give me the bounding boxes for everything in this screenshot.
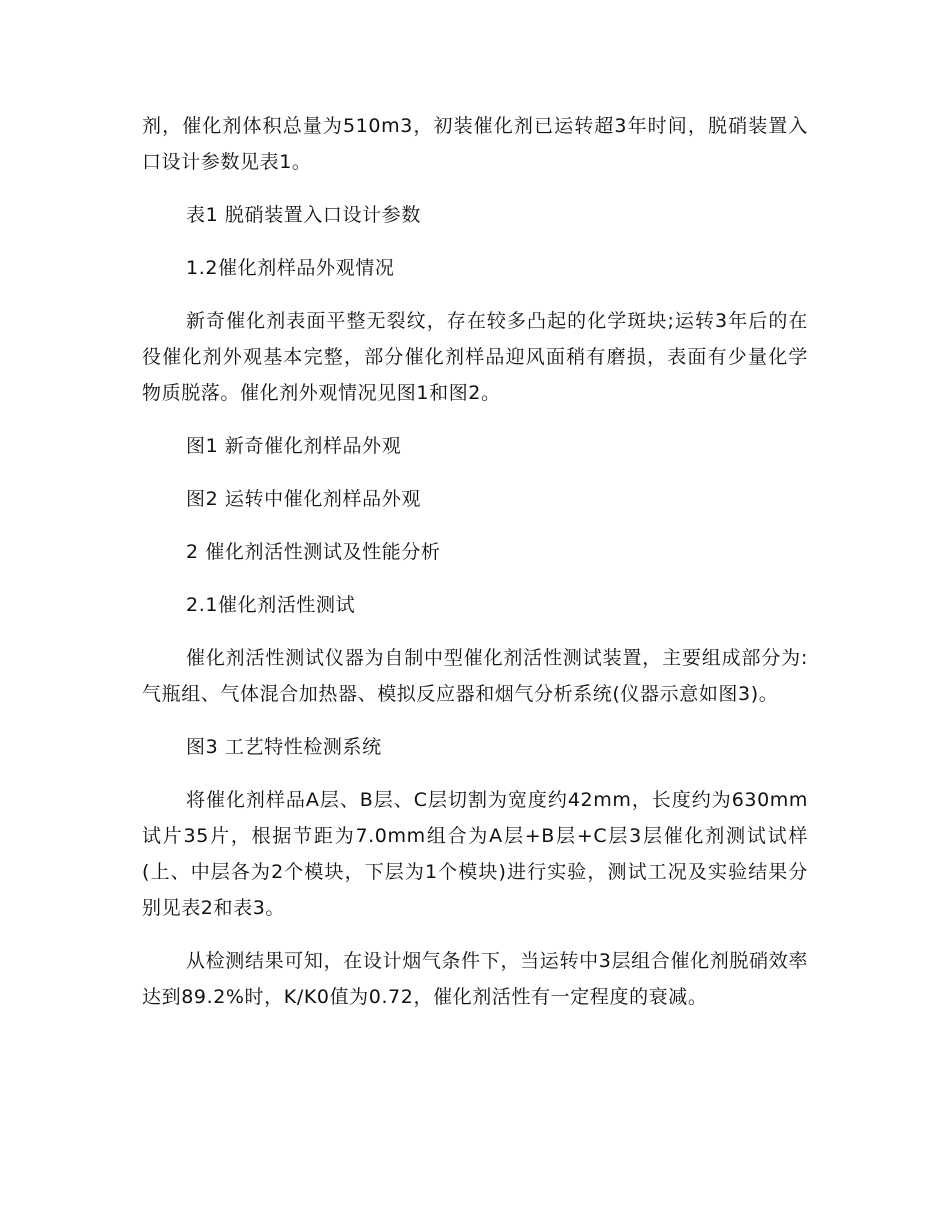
paragraph-results: 从检测结果可知，在设计烟气条件下，当运转中3层组合催化剂脱硝效率达到89.2%时，K/K0值为0.72，催化剂活性有一定程度的衰减。 (142, 950, 808, 1008)
paragraph-test-apparatus: 催化剂活性测试仪器为自制中型催化剂活性测试装置，主要组成部分为:气瓶组、气体混合加热器、模拟反应器和烟气分析系统(仪器示意如图3)。 (142, 647, 808, 705)
figure-caption-3: 图3 工艺特性检测系统 (186, 736, 382, 758)
figure-caption-2: 图2 运转中催化剂样品外观 (186, 488, 421, 510)
document-body (142, 108, 808, 1032)
table-caption-1: 表1 脱硝装置入口设计参数 (186, 204, 421, 226)
figure-caption-1: 图1 新奇催化剂样品外观 (186, 435, 402, 457)
paragraph-sample-prep: 将催化剂样品A层、B层、C层切割为宽度约42mm，长度约为630mm试片35片，根据节距为7.0mm组合为A层+B层+C层3层催化剂测试试样(上、中层各为2个模块，下层为1个模块)进行实验，测试工况及实验结果分别见表2和表3。 (142, 789, 808, 919)
paragraph-appearance: 新奇催化剂表面平整无裂纹，存在较多凸起的化学斑块;运转3年后的在役催化剂外观基本完整，部分催化剂样品迎风面稍有磨损，表面有少量化学物质脱落。催化剂外观情况见图1和图2。 (142, 310, 808, 404)
section-heading-2-1: 2.1催化剂活性测试 (186, 594, 356, 616)
section-heading-2: 2 催化剂活性测试及性能分析 (186, 541, 441, 563)
paragraph-continuation: 剂，催化剂体积总量为510m3，初装催化剂已运转超3年时间，脱硝装置入口设计参数见表1。 (142, 115, 808, 173)
section-heading-1-2: 1.2催化剂样品外观情况 (186, 257, 395, 279)
